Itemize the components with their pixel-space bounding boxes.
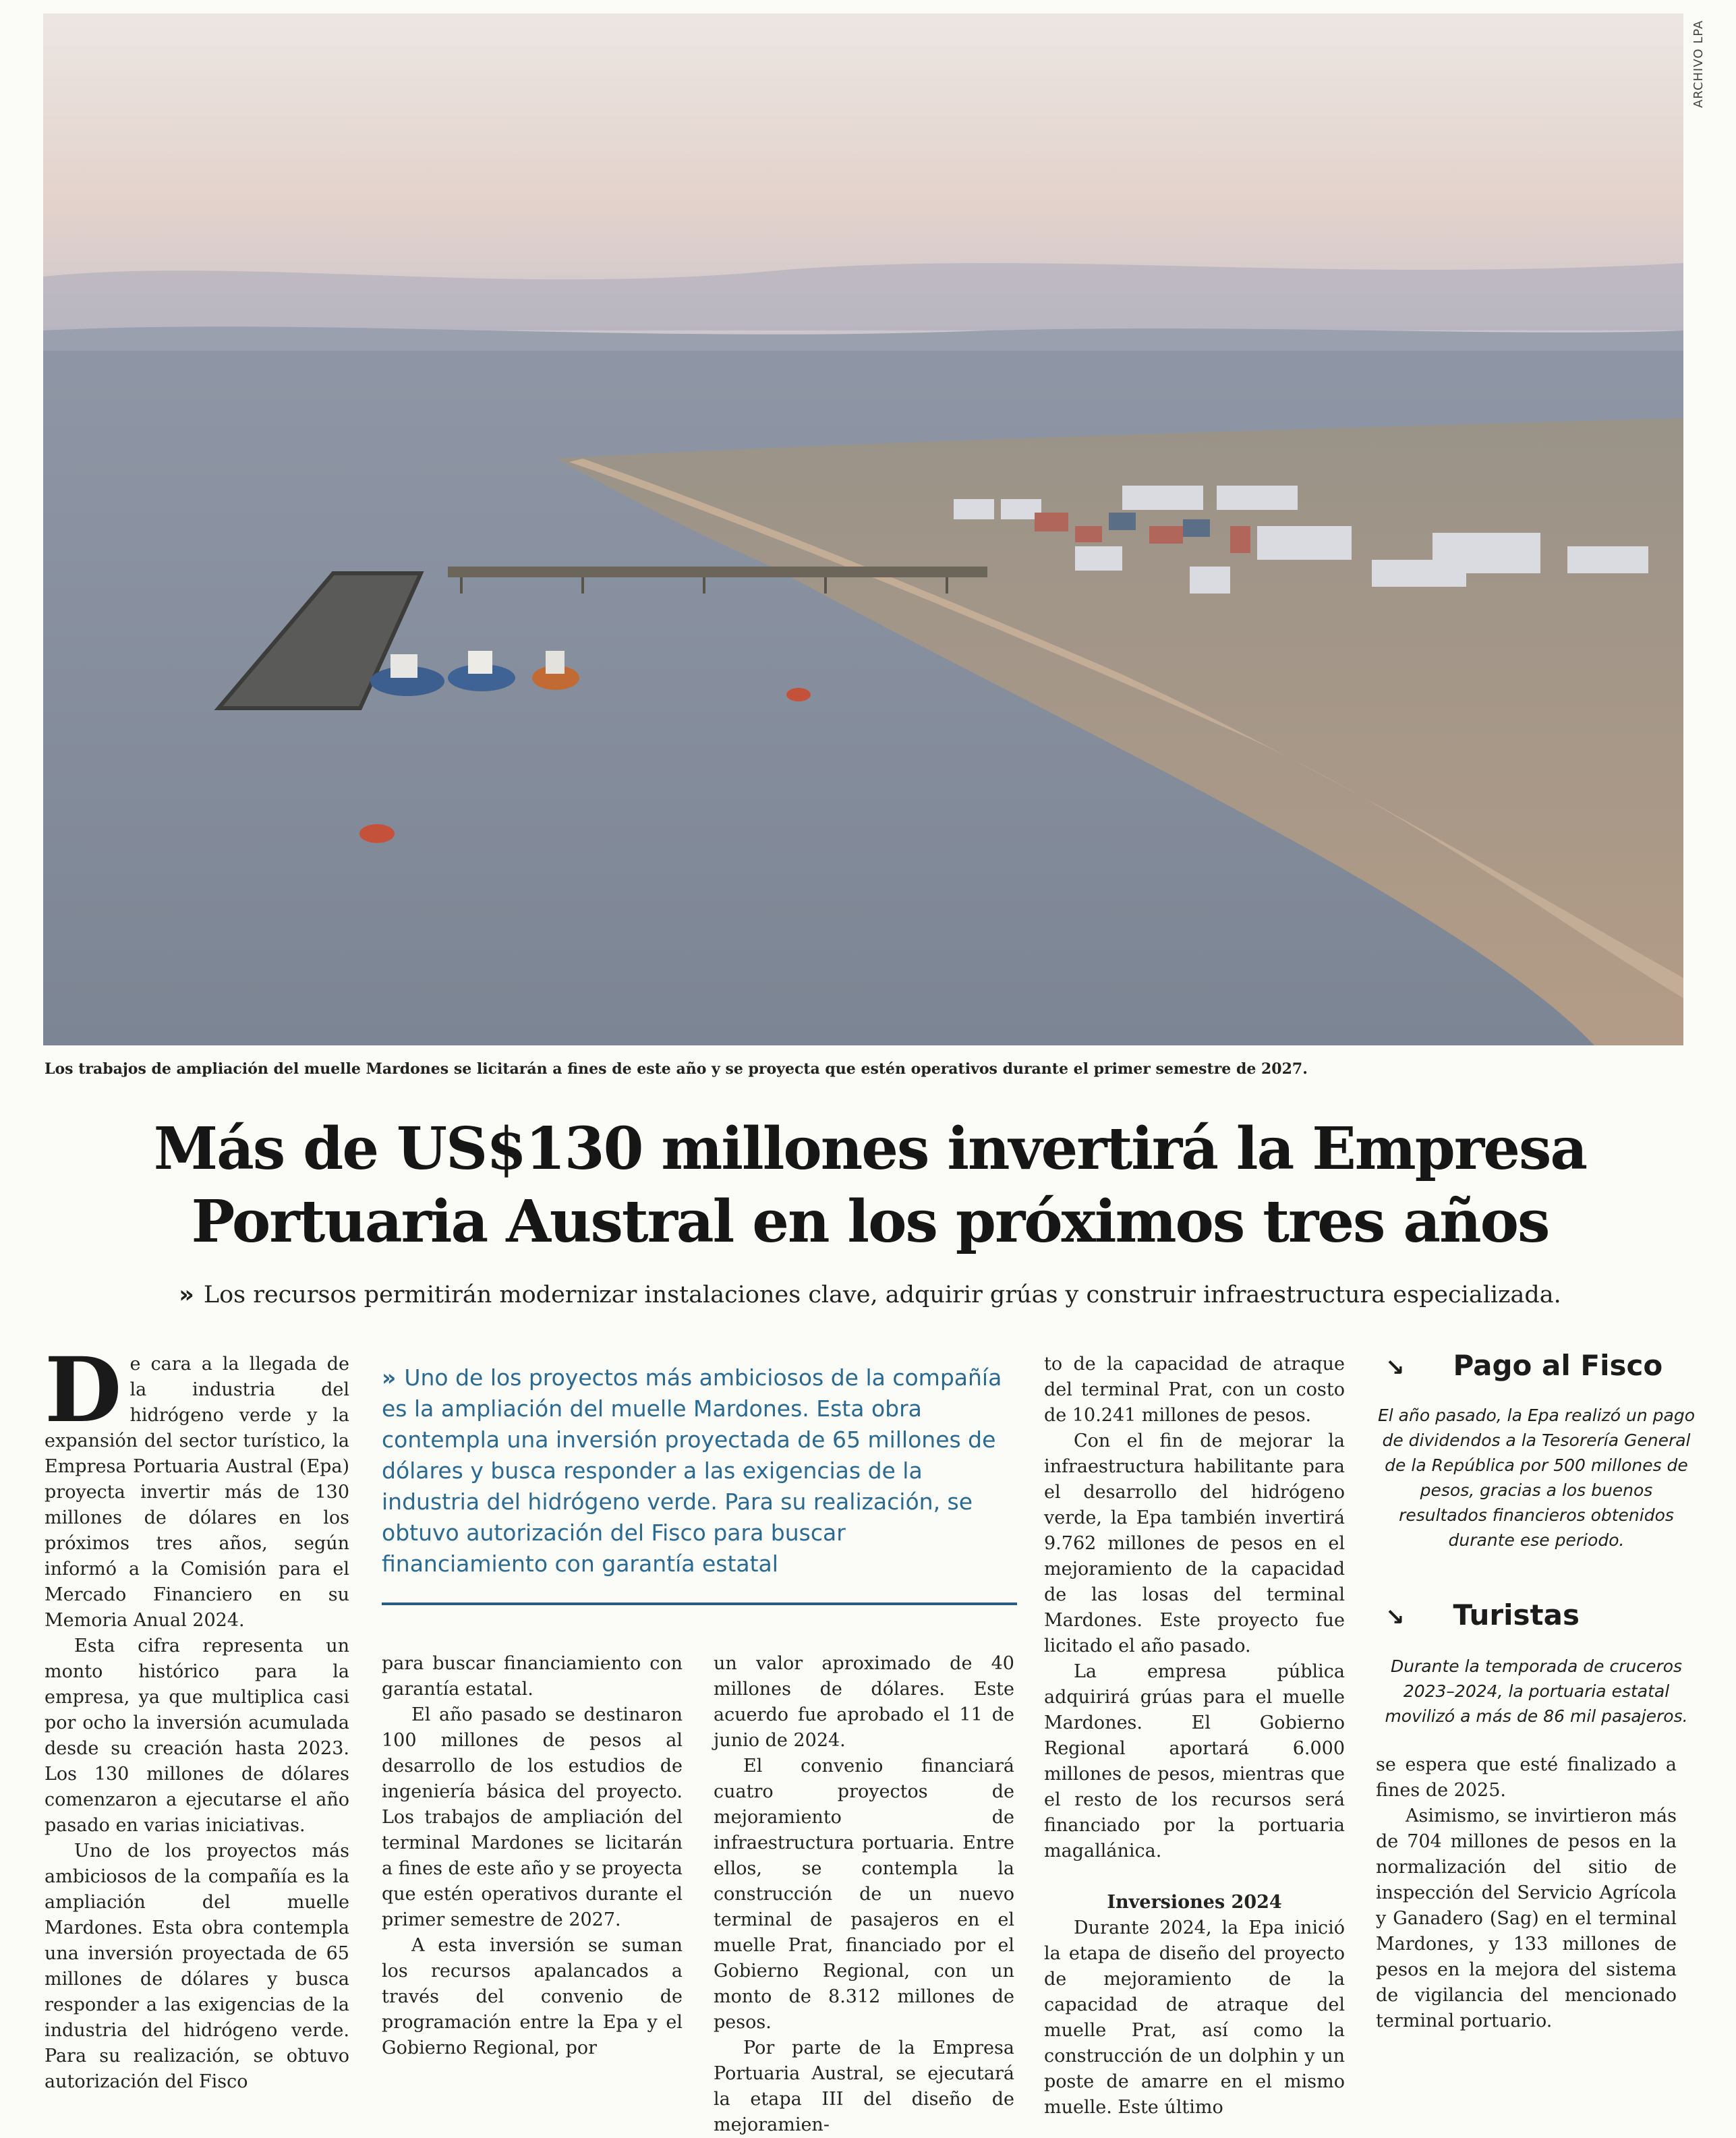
paragraph: A esta inversión se suman los recursos apalancados a través del convenio de programación entre la Epa y el Gobierno Regional, por: [382, 1935, 683, 2058]
subheadline-text: Los recursos permitirán modernizar instalaciones clave, adquirir grúas y construir infraestructura especializada.: [203, 1281, 1561, 1308]
paragraph: Esta cifra representa un monto histórico para la empresa, ya que multiplica casi por ocho la inversión acumulada desde su creación hasta 2023. Los 130 millones de dólares comenzaron a ejecutarse el año pasado en varias iniciativas.: [45, 1636, 349, 1836]
paragraph: El año pasado se destinaron 100 millones de pesos al desarrollo de los estudios de ingeniería básica del proyecto. Los trabajos de ampliación del terminal Mardones se licitarán a fines de este año y se proyecta que estén operativos durante el primer semestre de 2027.: [382, 1704, 683, 1930]
arrow-down-right-icon: ↘: [1385, 1604, 1405, 1631]
paragraph: para buscar financiamiento con garantía estatal.: [382, 1653, 683, 1700]
paragraph: Asimismo, se invirtieron más de 704 millones de pesos en la normalización del sitio de inspección del Servicio Agrícola y Ganadero (Sag) en el terminal Mardones, y 133 millones de pesos en la mejora del sistema de vigilancia del mencionado terminal portuario.: [1376, 1805, 1677, 2031]
sidebar-text-pago-al-fisco: El año pasado, la Epa realizó un pago de dividendos a la Tesorería General de la República por 500 millones de pesos, gracias a los buenos resultados financieros obtenidos durante ese periodo.: [1377, 1406, 1696, 1550]
pull-quote-text: Uno de los proyectos más ambiciosos de la compañía es la ampliación del muelle Mardones. Esta obra contempla una inversión proyectada de 65 millones de dólares y busca responder a las exigencias de la industria del hidrógeno verde. Para su realización, se obtuvo autorización del Fisco para buscar financiamiento con garantía estatal: [382, 1364, 1002, 1577]
headline-line-2: Portuaria Austral en los próximos tres años: [191, 1188, 1549, 1256]
paragraph: Durante 2024, la Epa inició la etapa de diseño del proyecto de mejoramiento de la capacidad de atraque del muelle Prat, así como la construcción de un dolphin y un poste de amarre en el mismo muelle. Este último: [1044, 1917, 1345, 2118]
lead-paragraph: De cara a la llegada de la industria del hidrógeno verde y la expansión del sector turístico, la Empresa Portuaria Austral (Epa) proyecta invertir más de 130 millones de dólares en los próximos tres años, según informó a la Comisión para el Mercado Financiero en su Memoria Anual 2024.: [45, 1338, 349, 1631]
column-4: [1044, 1352, 1345, 2118]
headline-line-1: Más de US$130 millones invertirá la Empresa: [153, 1115, 1587, 1183]
paragraph: Con el fin de mejorar la infraestructura habilitante para el desarrollo del hidrógeno verde, la Epa también invertirá 9.762 millones de pesos en el mejoramiento de la capacidad de las losas del terminal Mardones. Este proyecto fue licitado el año pasado.: [1044, 1431, 1345, 1656]
column-1: [45, 1338, 349, 2092]
paragraph: to de la capacidad de atraque del terminal Prat, con un costo de 10.241 millones de pesos.: [1044, 1354, 1345, 1426]
paragraph: Por parte de la Empresa Portuaria Austral, se ejecutará la etapa III del diseño de mejoramien-: [714, 2038, 1014, 2135]
port-aerial-photo: [43, 13, 1683, 1045]
sidebar-title-pago-al-fisco: ↘ Pago al Fisco: [1385, 1349, 1663, 1382]
paragraph: El convenio financiará cuatro proyectos de mejoramiento de infraestructura portuaria. Entre ellos, se contempla la construcción de un nuevo terminal de pasajeros en el muelle Prat, financiado por el Gobierno Regional, con un monto de 8.312 millones de pesos.: [714, 1756, 1014, 2033]
photo-credit: ARCHIVO LPA: [1691, 20, 1706, 108]
column-2: [382, 1651, 683, 2058]
pull-quote: [382, 1362, 1012, 1602]
drop-cap: D: [45, 1338, 122, 1443]
double-chevron-icon: »: [179, 1281, 194, 1308]
port-photo-illustration: [43, 13, 1683, 1045]
column-3: [714, 1651, 1014, 2135]
section-subheading: Inversiones 2024: [1107, 1892, 1282, 1913]
paragraph: La empresa pública adquirirá grúas para el muelle Mardones. El Gobierno Regional aportará 6.000 millones de pesos, mientras que el resto de los recursos será financiado por la portuaria magallánica.: [1044, 1661, 1345, 1861]
paragraph: se espera que esté finalizado a fines de 2025.: [1376, 1754, 1677, 1801]
subheadline: [81, 1281, 1659, 1308]
photo-caption: Los trabajos de ampliación del muelle Mardones se licitarán a fines de este año y se proyecta que estén operativos durante el primer semestre de 2027.: [45, 1060, 1308, 1078]
arrow-down-right-icon: ↘: [1385, 1354, 1405, 1381]
headline: [81, 1113, 1659, 1259]
double-chevron-icon: »: [382, 1364, 397, 1391]
paragraph: un valor aproximado de 40 millones de dólares. Este acuerdo fue aprobado el 11 de junio de 2024.: [714, 1653, 1014, 1751]
column-5: [1376, 1752, 1677, 2042]
sidebar-title-turistas: ↘ Turistas: [1385, 1598, 1580, 1631]
paragraph: Uno de los proyectos más ambiciosos de la compañía es la ampliación del muelle Mardones. Esta obra contempla una inversión proyectada de 65 millones de dólares y busca responder a las exigencias de la industria del hidrógeno verde. Para su realización, se obtuvo autorización del Fisco: [45, 1841, 349, 2092]
sidebar-text-turistas: Durante la temporada de cruceros 2023–2024, la portuaria estatal movilizó a más de 86 mil pasajeros.: [1385, 1656, 1688, 1726]
pull-quote-rule: [382, 1602, 1017, 1605]
